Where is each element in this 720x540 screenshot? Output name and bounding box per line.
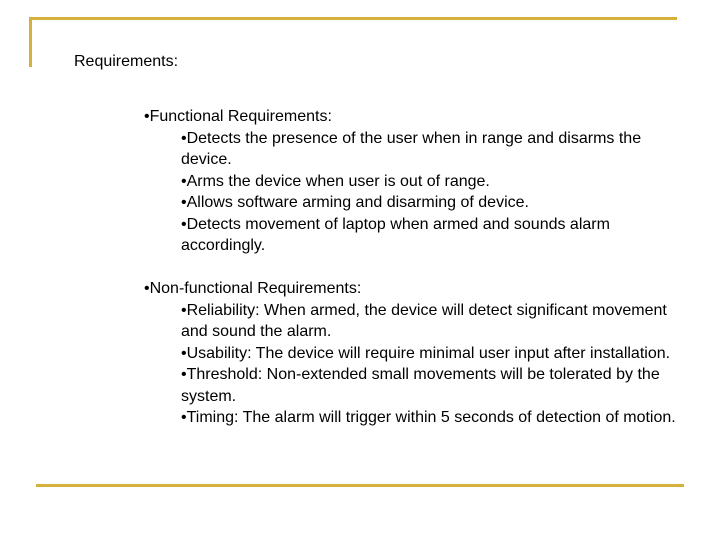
nonfunctional-requirements-list [181,300,681,429]
bottom-accent-border [36,484,684,487]
list-item: •Threshold: Non-extended small movements will be tolerated by the system. [181,366,660,405]
nonfunctional-requirements-section [144,278,681,429]
list-item: •Allows software arming and disarming of device. [181,194,529,211]
functional-requirements-section [144,106,681,257]
list-item: •Arms the device when user is out of range. [181,172,490,190]
nonfunctional-requirements-heading: •Non-functional Requirements: [144,280,362,297]
list-item: •Reliability: When armed, the device will detect significant movement and sound the alarm. [181,301,667,340]
list-item: •Detects movement of laptop when armed and sounds alarm accordingly. [181,215,610,254]
functional-requirements-list [181,128,681,257]
list-item: •Timing: The alarm will trigger within 5 seconds of detection of motion. [181,409,676,426]
list-item: •Usability: The device will require minimal user input after installation. [181,344,671,362]
functional-requirements-heading: •Functional Requirements: [144,108,332,125]
slide-title: Requirements: [74,53,179,70]
list-item: •Detects the presence of the user when in range and disarms the device. [181,129,642,168]
left-accent-border [29,17,32,67]
top-accent-border [29,17,677,20]
